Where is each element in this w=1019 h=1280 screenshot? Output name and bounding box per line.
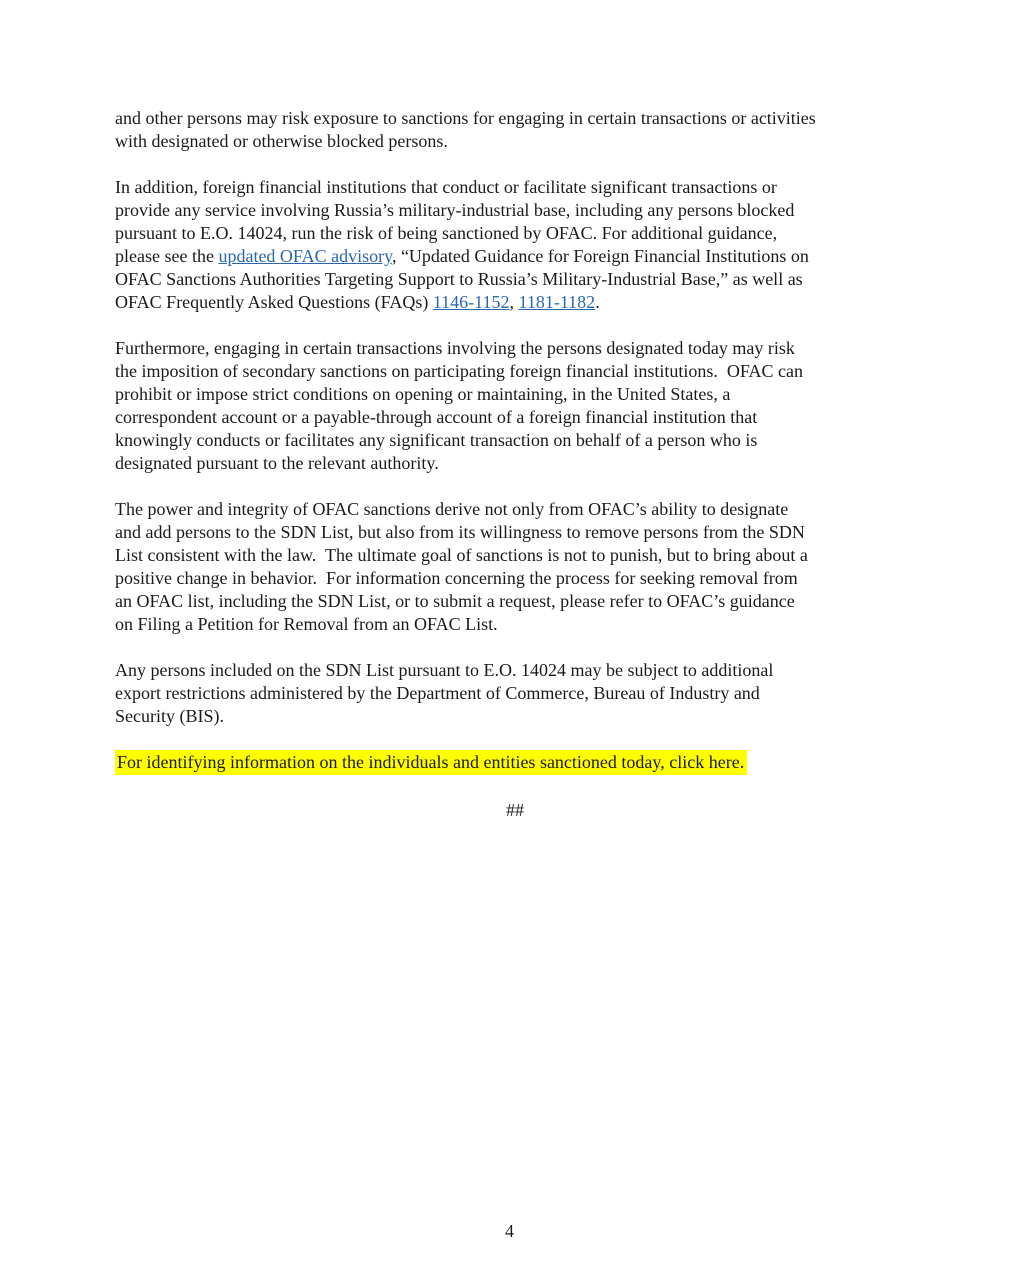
faq-1146-1152-link[interactable]: 1146-1152 bbox=[432, 292, 510, 312]
paragraph-continuation bbox=[115, 107, 915, 153]
text-line: Security (BIS). bbox=[115, 706, 224, 726]
text-line: pursuant to E.O. 14024, run the risk of being sanctioned by OFAC. For additional guidance, bbox=[115, 223, 778, 243]
highlighted-notice bbox=[115, 751, 915, 774]
text-line: knowingly conducts or facilitates any significant transaction on behalf of a person who is bbox=[115, 430, 758, 450]
text-line: the imposition of secondary sanctions on participating foreign financial institutions. OFAC can bbox=[115, 361, 804, 381]
text-run: please see the bbox=[115, 246, 219, 266]
page-body-text bbox=[115, 107, 915, 845]
end-mark bbox=[115, 799, 915, 822]
text-line: and other persons may risk exposure to sanctions for engaging in certain transactions or activities bbox=[115, 108, 816, 128]
text-line: Furthermore, engaging in certain transactions involving the persons designated today may risk bbox=[115, 338, 795, 358]
updated-ofac-advisory-link[interactable]: updated OFAC advisory bbox=[218, 246, 392, 266]
end-mark-text: ## bbox=[506, 800, 524, 820]
text-line bbox=[115, 751, 915, 774]
text-line: and add persons to the SDN List, but also from its willingness to remove persons from the SDN bbox=[115, 522, 805, 542]
faq-1181-1182-link[interactable]: 1181-1182 bbox=[518, 292, 596, 312]
text-run: . bbox=[595, 292, 600, 312]
text-line: provide any service involving Russia’s military-industrial base, including any persons blocked bbox=[115, 200, 795, 220]
paragraph-export-restrictions bbox=[115, 659, 915, 728]
text-line: The power and integrity of OFAC sanctions derive not only from OFAC’s ability to designate bbox=[115, 499, 789, 519]
highlight-mark[interactable]: For identifying information on the individuals and entities sanctioned today, click here. bbox=[115, 750, 747, 775]
text-line bbox=[115, 245, 915, 268]
text-line: an OFAC list, including the SDN List, or to submit a request, please refer to OFAC’s guidance bbox=[115, 591, 795, 611]
text-line: positive change in behavior. For information concerning the process for seeking removal from bbox=[115, 568, 798, 588]
text-line bbox=[115, 291, 915, 314]
text-line: with designated or otherwise blocked persons. bbox=[115, 131, 448, 151]
page-number: 4 bbox=[505, 1221, 514, 1241]
paragraph-sdn-removal bbox=[115, 498, 915, 636]
text-line: designated pursuant to the relevant authority. bbox=[115, 453, 439, 473]
text-line: prohibit or impose strict conditions on opening or maintaining, in the United States, a bbox=[115, 384, 731, 404]
text-line: List consistent with the law. The ultimate goal of sanctions is not to punish, but to bring about a bbox=[115, 545, 808, 565]
paragraph-ffi-guidance bbox=[115, 176, 915, 314]
text-line: In addition, foreign financial institutions that conduct or facilitate significant transactions or bbox=[115, 177, 777, 197]
text-line: export restrictions administered by the Department of Commerce, Bureau of Industry and bbox=[115, 683, 760, 703]
text-line: OFAC Sanctions Authorities Targeting Support to Russia’s Military-Industrial Base,” as well as bbox=[115, 269, 803, 289]
text-line: correspondent account or a payable-through account of a foreign financial institution that bbox=[115, 407, 758, 427]
text-line: on Filing a Petition for Removal from an OFAC List. bbox=[115, 614, 498, 634]
paragraph-secondary-sanctions bbox=[115, 337, 915, 475]
text-run: , “Updated Guidance for Foreign Financial Institutions on bbox=[391, 246, 809, 266]
text-line: Any persons included on the SDN List pursuant to E.O. 14024 may be subject to additional bbox=[115, 660, 774, 680]
text-run: , bbox=[509, 292, 519, 312]
text-run: OFAC Frequently Asked Questions (FAQs) bbox=[115, 292, 433, 312]
